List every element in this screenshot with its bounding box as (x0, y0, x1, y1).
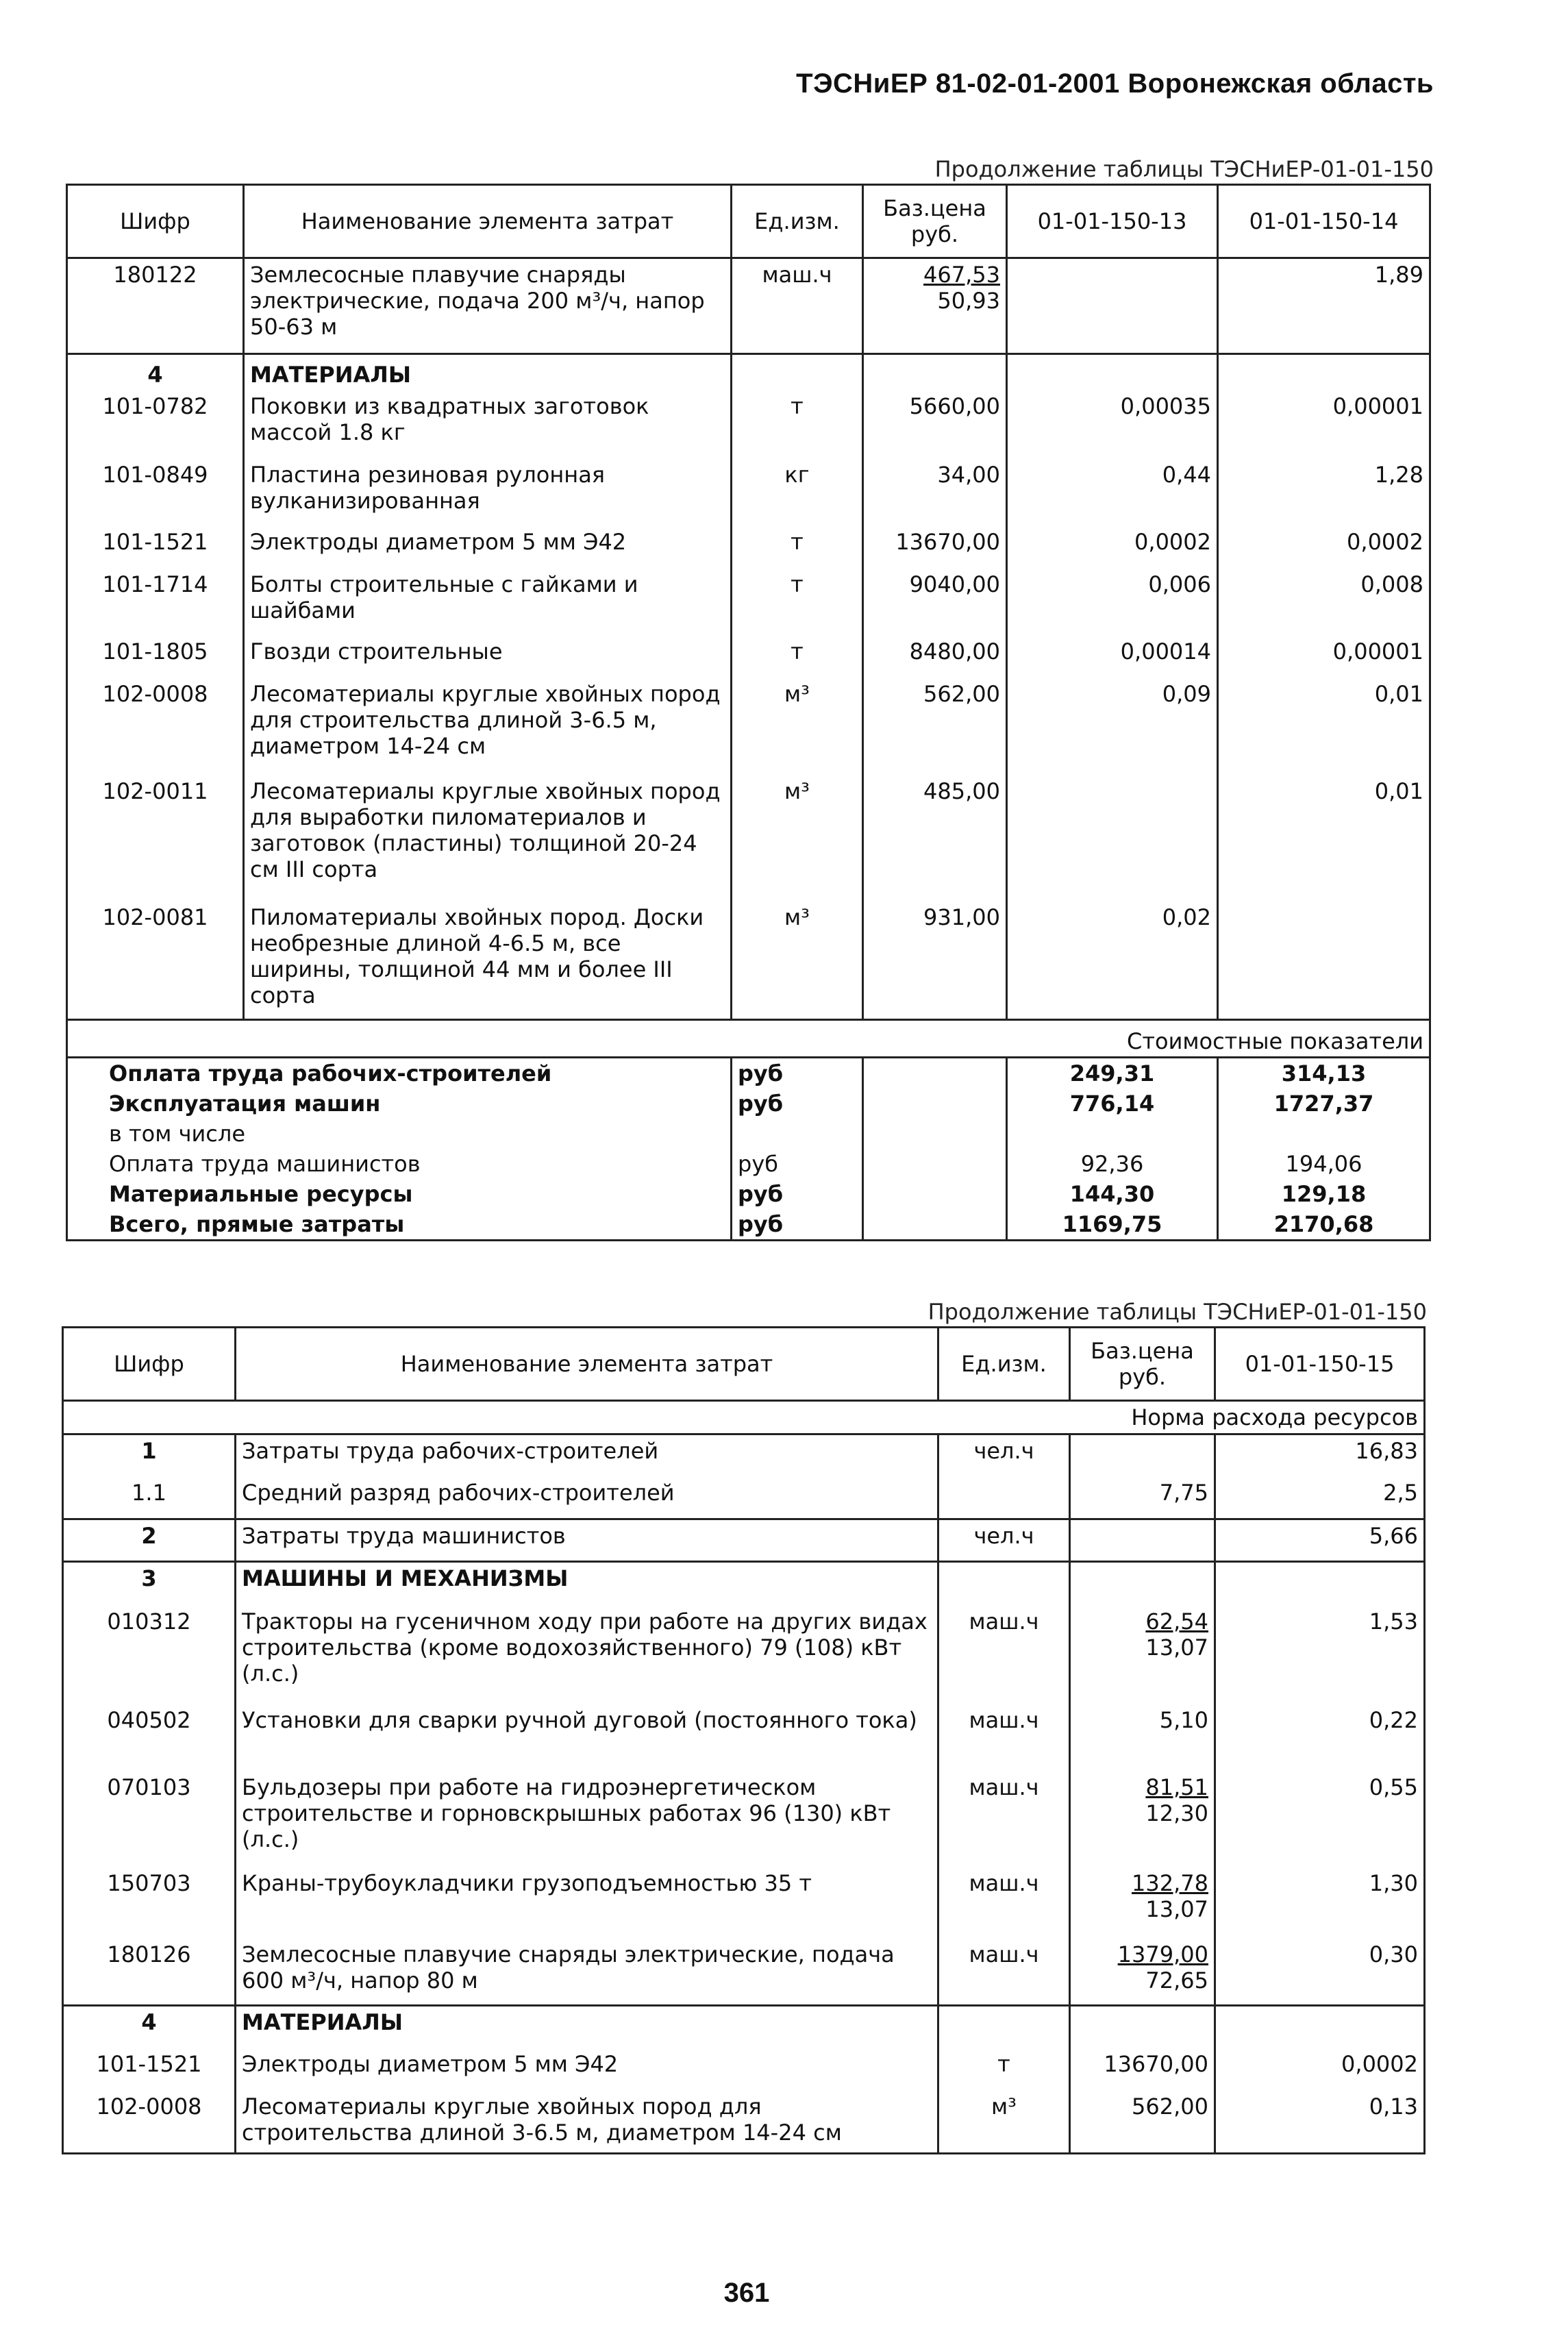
row-code: 102-0081 (67, 902, 244, 1019)
row-unit: маш.ч (732, 258, 863, 354)
row-name: Лесоматериалы круглые хвойных пород для строительства длиной 3-6.5 м, диаметром 14-24 см (244, 678, 732, 775)
row-unit: чел.ч (938, 1434, 1070, 1477)
col-header-code: Шифр (63, 1328, 236, 1401)
row-v14: 0,01 (1218, 775, 1430, 902)
row-v15: 0,30 (1215, 1939, 1425, 2006)
price-top: 1379,00 (1117, 1941, 1208, 1967)
table-row (67, 459, 1430, 526)
table-row (67, 569, 1430, 636)
price-bottom: 50,93 (937, 288, 1000, 314)
row-code: 1 (63, 1434, 236, 1477)
row-name: Землесосные плавучие снаряды электрические, подача 600 м³/ч, напор 80 м (236, 1939, 938, 2006)
row-v13 (1007, 775, 1218, 902)
row-price: 34,00 (863, 459, 1007, 526)
row-v14: 0,0002 (1218, 526, 1430, 569)
row-name: Краны-трубоукладчики грузоподъемностью 35 т (236, 1867, 938, 1939)
row-name: Бульдозеры при работе на гидроэнергетическом строительстве и горновскрышных работах 96 (130) кВт (л.с.) (236, 1772, 938, 1867)
row-v13: 0,006 (1007, 569, 1218, 636)
row-price: 13670,00 (1070, 2048, 1215, 2091)
row-code: 102-0008 (67, 678, 244, 775)
section-number: 4 (63, 2006, 236, 2048)
cost-unit: руб (732, 1209, 863, 1241)
row-price: 562,00 (863, 678, 1007, 775)
cost-v14: 314,13 (1218, 1057, 1430, 1089)
cost-label-text: в том числе (67, 1119, 732, 1149)
table1-caption: Продолжение таблицы ТЭСНиЕР-01-01-150 (934, 156, 1434, 182)
table-row (67, 678, 1430, 775)
row-price (1070, 1939, 1215, 2006)
row-code: 101-0849 (67, 459, 244, 526)
row-price (1070, 1772, 1215, 1867)
row-code: 101-1521 (67, 526, 244, 569)
cost-v14: 2170,68 (1218, 1209, 1430, 1241)
table2 (62, 1326, 1426, 2154)
cost-unit: руб (732, 1149, 863, 1179)
price-bottom: 12,30 (1145, 1800, 1208, 1826)
cost-v14: 194,06 (1218, 1149, 1430, 1179)
cost-v14: 129,18 (1218, 1179, 1430, 1209)
row-name: Пластина резиновая рулонная вулканизированная (244, 459, 732, 526)
table-row (67, 636, 1430, 678)
cost-unit: руб (732, 1057, 863, 1089)
row-unit: маш.ч (938, 1772, 1070, 1867)
row-code: 101-1521 (63, 2048, 236, 2091)
col-header-name: Наименование элемента затрат (244, 185, 732, 258)
cost-v13: 249,31 (1007, 1057, 1218, 1089)
col-header-price: Баз.цена руб. (1070, 1328, 1215, 1401)
page-header-title: ТЭСНиЕР 81-02-01-2001 Воронежская область (796, 69, 1434, 99)
row-v13: 0,00014 (1007, 636, 1218, 678)
row-name: Электроды диаметром 5 мм Э42 (236, 2048, 938, 2091)
row-unit: маш.ч (938, 1606, 1070, 1704)
col-header-15: 01-01-150-15 (1215, 1328, 1425, 1401)
row-code: 102-0011 (67, 775, 244, 902)
row-v13: 0,0002 (1007, 526, 1218, 569)
row-code: 180122 (67, 258, 244, 354)
row-code: 070103 (63, 1772, 236, 1867)
row-code: 1.1 (63, 1477, 236, 1519)
row-name: Тракторы на гусеничном ходу при работе на других видах строительства (кроме водохозяйственного) 79 (108) кВт (л.с.) (236, 1606, 938, 1704)
row-price (1070, 1519, 1215, 1562)
row-code: 180126 (63, 1939, 236, 2006)
cost-row (67, 1089, 1430, 1119)
row-name: Затраты труда машинистов (236, 1519, 938, 1562)
row-name: Установки для сварки ручной дуговой (постоянного тока) (236, 1704, 938, 1772)
norm-label-row (63, 1401, 1425, 1434)
row-unit: м³ (732, 775, 863, 902)
cost-label: Стоимостные показатели (1007, 1019, 1430, 1057)
row-code: 150703 (63, 1867, 236, 1939)
row-price: 5,10 (1070, 1704, 1215, 1772)
cost-v13: 776,14 (1007, 1089, 1218, 1119)
row-price: 5660,00 (863, 390, 1007, 459)
row-code: 101-1714 (67, 569, 244, 636)
col-header-13: 01-01-150-13 (1007, 185, 1218, 258)
row-code: 040502 (63, 1704, 236, 1772)
row-unit: маш.ч (938, 1939, 1070, 2006)
page-number: 361 (723, 2278, 770, 2308)
row-v15: 2,5 (1215, 1477, 1425, 1519)
row-v14: 0,008 (1218, 569, 1430, 636)
price-top: 132,78 (1132, 1869, 1208, 1896)
row-price (1070, 1606, 1215, 1704)
price-top: 81,51 (1145, 1774, 1208, 1800)
row-unit: т (732, 526, 863, 569)
table2-header-row (63, 1328, 1425, 1401)
table-row (63, 1772, 1425, 1867)
cost-v13: 144,30 (1007, 1179, 1218, 1209)
price-bottom: 72,65 (1145, 1967, 1208, 1993)
row-price: 562,00 (1070, 2091, 1215, 2154)
row-price: 485,00 (863, 775, 1007, 902)
row-code: 010312 (63, 1606, 236, 1704)
cost-v13: 92,36 (1007, 1149, 1218, 1179)
row-v15: 1,53 (1215, 1606, 1425, 1704)
row-name: Землесосные плавучие снаряды электрические, подача 200 м³/ч, напор 50-63 м (244, 258, 732, 354)
section-number: 3 (63, 1562, 236, 1606)
cost-label-row (67, 1019, 1430, 1057)
row-unit: кг (732, 459, 863, 526)
table-row (63, 2091, 1425, 2154)
table-row (67, 390, 1430, 459)
row-unit (938, 1477, 1070, 1519)
row-unit: чел.ч (938, 1519, 1070, 1562)
row-unit: т (938, 2048, 1070, 2091)
table-row (63, 1704, 1425, 1772)
row-unit: м³ (732, 902, 863, 1019)
row-unit: т (732, 569, 863, 636)
row-price (863, 258, 1007, 354)
row-name: Лесоматериалы круглые хвойных пород для строительства длиной 3-6.5 м, диаметром 14-24 см (236, 2091, 938, 2154)
col-header-14: 01-01-150-14 (1218, 185, 1430, 258)
col-header-unit: Ед.изм. (732, 185, 863, 258)
row-name: Гвозди строительные (244, 636, 732, 678)
cost-unit: руб (732, 1089, 863, 1119)
row-v14: 0,01 (1218, 678, 1430, 775)
row-v15: 16,83 (1215, 1434, 1425, 1477)
col-header-price: Баз.цена руб. (863, 185, 1007, 258)
table-row (63, 1434, 1425, 1477)
cost-row (67, 1119, 1430, 1149)
price-bottom: 13,07 (1145, 1634, 1208, 1661)
row-unit: маш.ч (938, 1704, 1070, 1772)
table2-caption: Продолжение таблицы ТЭСНиЕР-01-01-150 (928, 1299, 1427, 1325)
cost-v13: 1169,75 (1007, 1209, 1218, 1241)
row-price: 13670,00 (863, 526, 1007, 569)
table-row (63, 1867, 1425, 1939)
price-bottom: 13,07 (1145, 1896, 1208, 1922)
cost-row (67, 1149, 1430, 1179)
norm-label: Норма расхода ресурсов (1070, 1401, 1425, 1434)
row-code: 101-1805 (67, 636, 244, 678)
row-price: 7,75 (1070, 1477, 1215, 1519)
cost-label-text: Оплата труда машинистов (67, 1149, 732, 1179)
table-row (63, 1519, 1425, 1562)
price-top: 62,54 (1145, 1608, 1208, 1635)
row-v14: 1,28 (1218, 459, 1430, 526)
row-v14: 0,00001 (1218, 636, 1430, 678)
section-row (63, 2006, 1425, 2048)
col-header-unit: Ед.изм. (938, 1328, 1070, 1401)
col-header-code: Шифр (67, 185, 244, 258)
cost-label-text: Всего, прямые затраты (67, 1209, 732, 1241)
row-price (1070, 1867, 1215, 1939)
row-v13: 0,09 (1007, 678, 1218, 775)
col-header-name: Наименование элемента затрат (236, 1328, 938, 1401)
row-code: 102-0008 (63, 2091, 236, 2154)
row-v14: 1,89 (1218, 258, 1430, 354)
row-unit: м³ (732, 678, 863, 775)
row-v13 (1007, 258, 1218, 354)
row-v13: 0,00035 (1007, 390, 1218, 459)
row-name: Затраты труда рабочих-строителей (236, 1434, 938, 1477)
section-title: МАТЕРИАЛЫ (244, 354, 732, 391)
section-row (63, 1562, 1425, 1606)
table-row (67, 526, 1430, 569)
row-name: Электроды диаметром 5 мм Э42 (244, 526, 732, 569)
table1 (66, 184, 1431, 1241)
row-code: 2 (63, 1519, 236, 1562)
cost-row (67, 1179, 1430, 1209)
row-code: 101-0782 (67, 390, 244, 459)
row-v15: 5,66 (1215, 1519, 1425, 1562)
table-row (63, 2048, 1425, 2091)
row-unit: т (732, 636, 863, 678)
table1-header-row (67, 185, 1430, 258)
row-name: Поковки из квадратных заготовок массой 1.8 кг (244, 390, 732, 459)
section-row (67, 354, 1430, 391)
table-row (63, 1939, 1425, 2006)
row-price (1070, 1434, 1215, 1477)
row-unit: т (732, 390, 863, 459)
table-row (67, 258, 1430, 354)
row-price: 931,00 (863, 902, 1007, 1019)
section-number: 4 (67, 354, 244, 391)
cost-label-text: Оплата труда рабочих-строителей (67, 1057, 732, 1089)
price-top: 467,53 (923, 262, 1000, 288)
section-title: МАТЕРИАЛЫ (236, 2006, 938, 2048)
row-v13: 0,44 (1007, 459, 1218, 526)
row-v13: 0,02 (1007, 902, 1218, 1019)
cost-row (67, 1057, 1430, 1089)
cost-row (67, 1209, 1430, 1241)
table-row (63, 1477, 1425, 1519)
row-v15: 0,55 (1215, 1772, 1425, 1867)
table-row (67, 902, 1430, 1019)
cost-v14: 1727,37 (1218, 1089, 1430, 1119)
row-v14 (1218, 902, 1430, 1019)
row-unit: м³ (938, 2091, 1070, 2154)
section-title: МАШИНЫ И МЕХАНИЗМЫ (236, 1562, 938, 1606)
table-row (67, 775, 1430, 902)
row-v15: 0,13 (1215, 2091, 1425, 2154)
row-v14: 0,00001 (1218, 390, 1430, 459)
cost-label-text: Эксплуатация машин (67, 1089, 732, 1119)
row-v15: 1,30 (1215, 1867, 1425, 1939)
row-name: Средний разряд рабочих-строителей (236, 1477, 938, 1519)
table-row (63, 1606, 1425, 1704)
row-name: Лесоматериалы круглые хвойных пород для выработки пиломатериалов и заготовок (пластины) толщиной 20-24 см III сорта (244, 775, 732, 902)
row-v15: 0,22 (1215, 1704, 1425, 1772)
row-name: Пиломатериалы хвойных пород. Доски необрезные длиной 4-6.5 м, все ширины, толщиной 44 мм и более III сорта (244, 902, 732, 1019)
cost-unit: руб (732, 1179, 863, 1209)
row-price: 8480,00 (863, 636, 1007, 678)
cost-label-text: Материальные ресурсы (67, 1179, 732, 1209)
row-v15: 0,0002 (1215, 2048, 1425, 2091)
row-name: Болты строительные с гайками и шайбами (244, 569, 732, 636)
row-price: 9040,00 (863, 569, 1007, 636)
row-unit: маш.ч (938, 1867, 1070, 1939)
